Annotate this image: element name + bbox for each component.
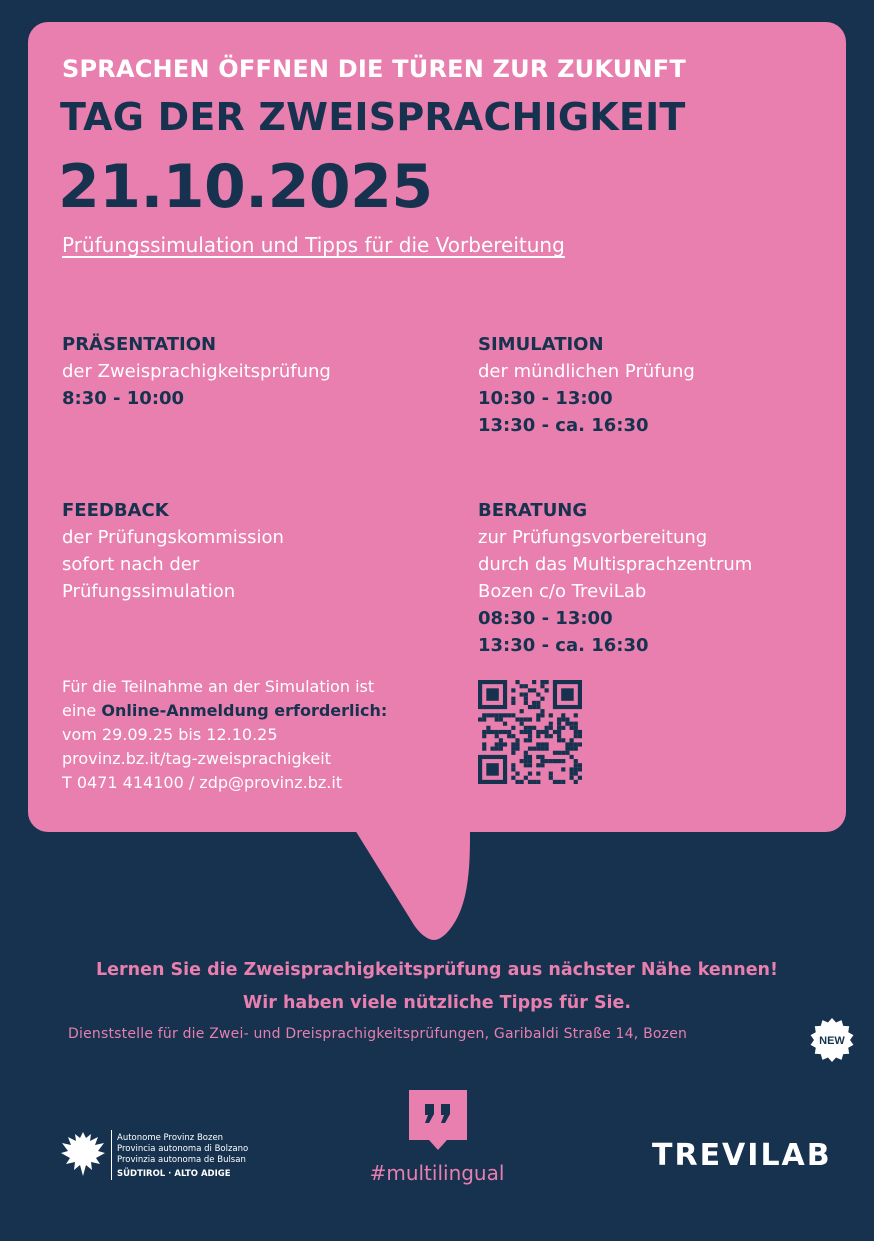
section-text: der mündlichen Prüfung: [478, 361, 695, 382]
registration-text: Für die Teilnahme an der Simulation ist: [62, 677, 375, 696]
section-text: zur Prüfungsvorbereitung: [478, 527, 708, 548]
section-feedback: [62, 497, 284, 605]
section-time: 8:30 - 10:00: [62, 388, 185, 409]
section-time: 13:30 - ca. 16:30: [478, 635, 649, 656]
section-heading: FEEDBACK: [62, 500, 169, 521]
section-text: Prüfungssimulation: [62, 581, 236, 602]
section-time: 13:30 - ca. 16:30: [478, 415, 649, 436]
province-logo-text: [117, 1133, 248, 1180]
slogan-line-1: Lernen Sie die Zweisprachigkeitsprüfung aus nächster Nähe kennen!: [95, 960, 778, 980]
address: Dienststelle für die Zwei- und Dreisprachigkeitsprüfungen, Garibaldi Straße 14, Bozen: [68, 1026, 688, 1042]
section-heading: BERATUNG: [478, 500, 588, 521]
section-text: der Zweisprachigkeitsprüfung: [62, 361, 331, 382]
eagle-icon: [58, 1128, 108, 1182]
page-title: TAG DER ZWEISPRACHIGKEIT: [60, 95, 686, 139]
badge-label: NEW: [819, 1035, 845, 1047]
logo-divider: [111, 1130, 112, 1180]
section-time: 10:30 - 13:00: [478, 388, 613, 409]
trevilab-logo: TREVILAB: [652, 1138, 832, 1173]
subtitle: Prüfungssimulation und Tipps für die Vorbereitung: [62, 233, 565, 257]
tagline: SPRACHEN ÖFFNEN DIE TÜREN ZUR ZUKUNFT: [62, 55, 686, 83]
registration-period: vom 29.09.25 bis 12.10.25: [62, 725, 278, 744]
section-heading: PRÄSENTATION: [62, 334, 217, 355]
registration-link[interactable]: provinz.bz.it/tag-zweisprachigkeit: [62, 749, 331, 768]
event-date: 21.10.2025: [58, 152, 433, 222]
hashtag: #multilingual: [369, 1161, 505, 1185]
province-tag: SÜDTIROL · ALTO ADIGE: [117, 1169, 231, 1179]
province-name: Provinzia autonoma de Bulsan: [117, 1155, 246, 1165]
section-time: 08:30 - 13:00: [478, 608, 613, 629]
registration-prefix: eine: [62, 701, 102, 720]
contact-info: T 0471 414100 / zdp@provinz.bz.it: [62, 773, 343, 792]
section-text: der Prüfungskommission: [62, 527, 284, 548]
section-text: durch das Multisprachzentrum: [478, 554, 753, 575]
slogan-line-2: Wir haben viele nützliche Tipps für Sie.: [242, 993, 632, 1013]
qr-code[interactable]: [478, 680, 582, 784]
quote-icon: [409, 1090, 467, 1152]
section-presentation: [62, 331, 331, 412]
section-simulation: [478, 331, 695, 439]
province-name: Provincia autonoma di Bolzano: [117, 1144, 249, 1154]
section-beratung: [478, 497, 752, 659]
registration-text-2: [62, 699, 387, 723]
new-badge: [809, 1017, 855, 1063]
section-heading: SIMULATION: [478, 334, 604, 355]
section-text: Bozen c/o TreviLab: [478, 581, 647, 602]
section-text: sofort nach der: [62, 554, 200, 575]
registration-required: Online-Anmeldung erforderlich:: [101, 701, 388, 720]
registration-info: [62, 675, 387, 795]
province-name: Autonome Provinz Bozen: [117, 1133, 224, 1143]
